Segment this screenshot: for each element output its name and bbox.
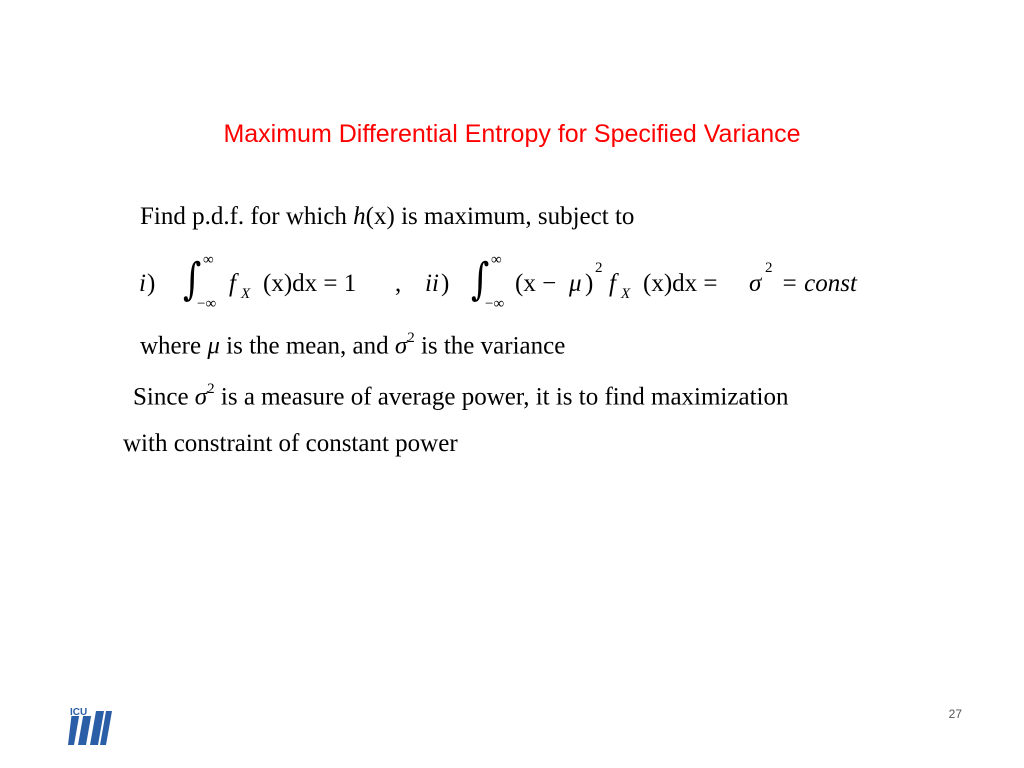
eq2-subscript: X bbox=[621, 286, 631, 302]
problem-statement bbox=[140, 203, 634, 231]
constraint-equations bbox=[137, 252, 897, 316]
lower-limit-2: −∞ bbox=[485, 296, 505, 312]
eq2-square: 2 bbox=[595, 260, 603, 276]
sigma-exponent-2: 2 bbox=[207, 381, 215, 397]
slide-title: Maximum Differential Entropy for Specified Variance bbox=[223, 120, 801, 148]
lower-limit-1: −∞ bbox=[197, 296, 217, 312]
eq2-sigma: σ bbox=[749, 270, 762, 297]
equation-separator: , bbox=[395, 270, 402, 297]
power-statement bbox=[133, 383, 788, 411]
eq1-f: f bbox=[229, 270, 236, 297]
logo-text: ICU bbox=[70, 707, 88, 718]
entropy-argument: (x) bbox=[365, 203, 395, 230]
eq2-mu: μ bbox=[569, 270, 582, 297]
integral-sign-1: ∫ bbox=[183, 254, 202, 305]
page-number: 27 bbox=[948, 707, 962, 721]
sigma-symbol: σ bbox=[394, 332, 408, 360]
entropy-function: h bbox=[353, 203, 366, 230]
label-ii-paren: ) bbox=[441, 270, 450, 297]
label-i-paren: ) bbox=[147, 270, 156, 297]
mean-text: is the mean, and bbox=[226, 332, 389, 360]
upper-limit-2: ∞ bbox=[491, 252, 502, 268]
eq2-body: (x)dx = bbox=[643, 270, 718, 297]
label-ii: ii bbox=[425, 270, 439, 297]
sigma-symbol-2: σ bbox=[194, 383, 208, 411]
statement-prefix: Find p.d.f. for which bbox=[140, 203, 347, 230]
eq1-subscript: X bbox=[241, 286, 251, 302]
power-text: is a measure of average power, it is to find maximization bbox=[220, 383, 789, 411]
label-i: i bbox=[139, 270, 146, 297]
upper-limit-1: ∞ bbox=[203, 252, 214, 268]
integral-sign-2: ∫ bbox=[471, 254, 490, 305]
where-prefix: where bbox=[140, 332, 202, 360]
statement-suffix: is maximum, subject to bbox=[401, 203, 635, 230]
mu-symbol: μ bbox=[207, 332, 220, 360]
eq2-f: f bbox=[609, 270, 616, 297]
sigma-exponent: 2 bbox=[407, 330, 415, 346]
definitions-line bbox=[140, 332, 565, 360]
icu-logo bbox=[66, 705, 114, 747]
eq1-body: (x)dx = 1 bbox=[263, 270, 357, 297]
since-prefix: Since bbox=[133, 383, 189, 411]
eq2-open: (x − bbox=[515, 270, 557, 297]
eq2-const: = const bbox=[781, 270, 857, 297]
constraint-statement: with constraint of constant power bbox=[123, 430, 458, 457]
eq2-sigma-square: 2 bbox=[765, 260, 773, 276]
eq2-close: ) bbox=[585, 270, 594, 297]
variance-text: is the variance bbox=[420, 332, 566, 360]
